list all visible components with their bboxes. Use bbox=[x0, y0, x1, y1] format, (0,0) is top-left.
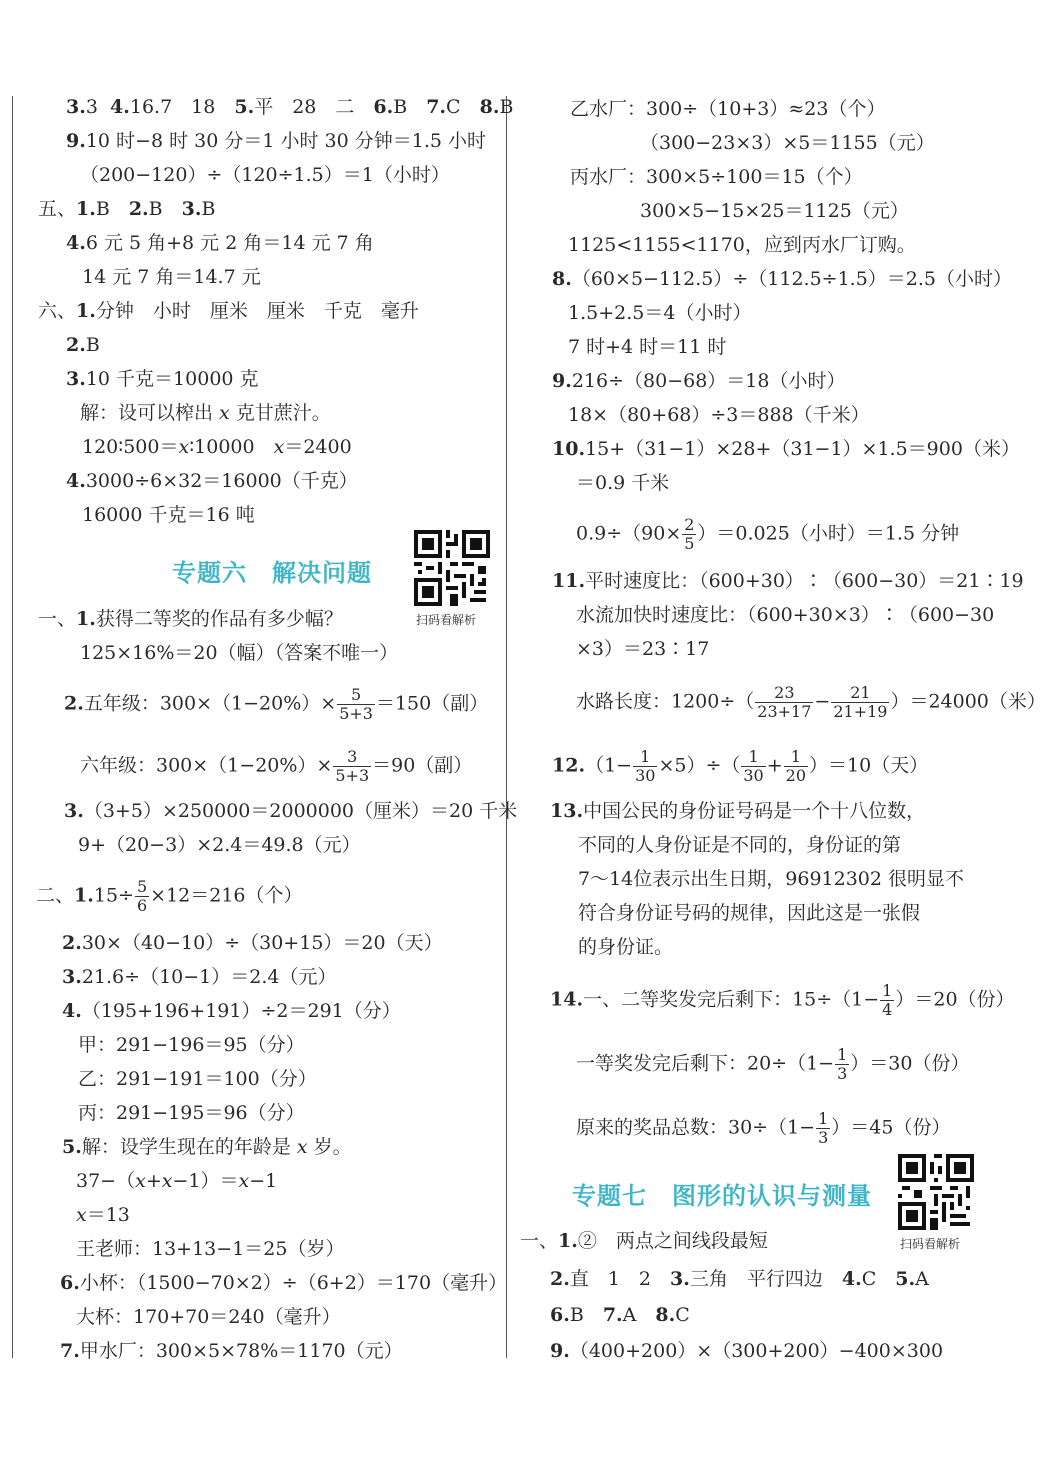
answer-line: 6.小杯：（1500−70×2）÷（6+2）＝170（毫升） bbox=[60, 1272, 508, 1294]
answer-line: 乙水厂：300÷（10+3）≈23（个） bbox=[570, 98, 886, 120]
answer-line: 水路长度：1200÷（ $\frac{23}{23+17}$ − $\frac{21}{21+19}$ ）＝24000（米） bbox=[576, 683, 1046, 721]
answer-line: ＝0.9 千米 bbox=[576, 472, 670, 494]
qr-code-icon bbox=[414, 530, 490, 606]
fraction: $\frac{21}{21+19}$ bbox=[833, 683, 888, 721]
answer-line: 王老师：13+13−1＝25（岁） bbox=[76, 1238, 345, 1260]
answer-line: 五、1.B 2.B 3.B bbox=[38, 198, 216, 220]
fraction: $\frac{1}{30}$ bbox=[635, 747, 656, 785]
answer-line: 3.3 4.16.7 18 5.平 28 二 6.B 7.C 8.B bbox=[66, 96, 514, 118]
fraction: $\frac{1}{3}$ bbox=[818, 1109, 829, 1147]
qr-caption: 扫码看解析 bbox=[416, 613, 477, 627]
answer-line: 125×16%＝20（幅）（答案不唯一） bbox=[80, 642, 399, 664]
answer-line: 大杯：170+70＝240（毫升） bbox=[76, 1306, 341, 1328]
answer-line: 120∶500＝x∶10000 x＝2400 bbox=[82, 436, 352, 458]
answer-line: 原来的奖品总数：30÷（1− $\frac{1}{3}$ ）＝45（份） bbox=[576, 1109, 951, 1147]
answer-line: 3.21.6÷（10−1）＝2.4（元） bbox=[62, 966, 337, 988]
answer-line: 1.5+2.5＝4（小时） bbox=[568, 302, 752, 324]
answer-line: 8.（60×5−112.5）÷（112.5÷1.5）＝2.5（小时） bbox=[552, 268, 1013, 290]
answer-line: 18×（80+68）÷3＝888（千米） bbox=[568, 404, 870, 426]
answer-line: 2.B bbox=[66, 334, 100, 356]
answer-line: 丙水厂：300×5÷100＝15（个） bbox=[570, 166, 863, 188]
center-column-rule bbox=[506, 96, 507, 1358]
answer-line: 一等奖发完后剩下：20÷（1− $\frac{1}{3}$ ）＝30（份） bbox=[576, 1045, 970, 1083]
fraction: $\frac{5}{6}$ bbox=[136, 877, 148, 915]
answer-line: 3.（3+5）×250000＝2000000（厘米）＝20 千米 bbox=[64, 800, 518, 822]
fraction: $\frac{1}{20}$ bbox=[785, 747, 807, 785]
answer-line: （300−23×3）×5＝1155（元） bbox=[640, 132, 935, 154]
answer-line: x＝13 bbox=[76, 1204, 130, 1226]
fraction: $\frac{1}{3}$ bbox=[837, 1045, 848, 1083]
answer-line: 0.9÷（90× $\frac{2}{5}$ ）＝0.025（小时）＝1.5 分钟 bbox=[576, 515, 960, 553]
left-margin-rule bbox=[12, 96, 13, 1358]
answer-line: 6.B 7.A 8.C bbox=[550, 1304, 690, 1326]
fraction: $\frac{1}{4}$ bbox=[882, 981, 893, 1019]
answer-line: 13.中国公民的身份证号码是一个十八位数， bbox=[550, 800, 926, 822]
answer-line: （200−120）÷（120÷1.5）＝1（小时） bbox=[80, 164, 450, 186]
answer-line: 9.10 时−8 时 30 分＝1 小时 30 分钟＝1.5 小时 bbox=[66, 130, 487, 152]
answer-line: 水流加快时速度比：（600+30×3）∶（600−30 bbox=[576, 604, 995, 626]
answer-line: 37−（x+x−1）＝x−1 bbox=[76, 1170, 278, 1192]
answer-line: 一、1.获得二等奖的作品有多少幅？ bbox=[38, 608, 343, 630]
answer-line: 9+（20−3）×2.4＝49.8（元） bbox=[78, 834, 361, 856]
answer-line: 3.10 千克＝10000 克 bbox=[66, 368, 259, 390]
answer-line: 9.216÷（80−68）＝18（小时） bbox=[552, 370, 846, 392]
answer-line: 12.（1− $\frac{1}{30}$ ×5）÷（ $\frac{1}{30}$ + $\frac{1}{20}$ ）＝10（天） bbox=[552, 747, 929, 785]
answer-line: 16000 千克＝16 吨 bbox=[82, 504, 255, 526]
qr-caption: 扫码看解析 bbox=[900, 1237, 961, 1251]
answer-line: 一、1.② 两点之间线段最短 bbox=[520, 1230, 768, 1252]
answer-line: 11.平时速度比：（600+30）∶（600−30）＝21∶19 bbox=[552, 570, 1024, 592]
section-heading-6: 专题六 解决问题 bbox=[172, 559, 372, 587]
section-heading-7: 专题七 图形的认识与测量 bbox=[572, 1182, 872, 1210]
answer-line: 六、1.分钟 小时 厘米 厘米 千克 毫升 bbox=[38, 300, 419, 322]
answer-line: 4.3000÷6×32＝16000（千克） bbox=[66, 470, 358, 492]
fraction: $\frac{2}{5}$ bbox=[684, 515, 695, 553]
fraction: $\frac{1}{30}$ bbox=[743, 747, 764, 785]
answer-line: 7 时+4 时＝11 时 bbox=[568, 336, 727, 358]
fraction: $\frac{5}{5+3}$ bbox=[339, 685, 373, 723]
answer-line: 4.（195+196+191）÷2＝291（分） bbox=[62, 1000, 401, 1022]
answer-line: 解：设可以榨出 x 克甘蔗汁。 bbox=[80, 402, 331, 424]
answer-line: 丙：291−195＝96（分） bbox=[78, 1102, 305, 1124]
answer-line: 300×5−15×25＝1125（元） bbox=[640, 200, 909, 222]
answer-line: 7.甲水厂：300×5×78%＝1170（元） bbox=[60, 1340, 403, 1362]
answer-line: 4.6 元 5 角+8 元 2 角＝14 元 7 角 bbox=[66, 232, 374, 254]
fraction: $\frac{3}{5+3}$ bbox=[335, 747, 370, 785]
answer-line: 2.直 1 2 3.三角 平行四边 4.C 5.A bbox=[550, 1268, 929, 1290]
answer-line: 不同的人身份证是不同的，身份证的第 bbox=[578, 834, 902, 856]
answer-line: 14 元 7 角＝14.7 元 bbox=[82, 266, 261, 288]
answer-line: 2.五年级：300×（1−20%）× $\frac{5}{5+3}$ ＝150（副） bbox=[64, 685, 489, 723]
fraction: $\frac{23}{23+17}$ bbox=[757, 683, 812, 721]
answer-line: 5.解：设学生现在的年龄是 x 岁。 bbox=[62, 1136, 352, 1158]
qr-code-icon bbox=[898, 1154, 974, 1230]
answer-line: 1125<1155<1170，应到丙水厂订购。 bbox=[568, 234, 916, 256]
answer-line: 二、1.15÷ $\frac{5}{6}$ ×12＝216（个） bbox=[36, 877, 303, 915]
answer-line: 甲：291−196＝95（分） bbox=[78, 1034, 305, 1056]
answer-line: ×3）＝23∶17 bbox=[576, 638, 710, 660]
answer-line: 符合身份证号码的规律，因此这是一张假 bbox=[578, 902, 921, 924]
answer-line: 9.（400+200）×（300+200）−400×300 bbox=[550, 1340, 944, 1362]
answer-line: 10.15+（31−1）×28+（31−1）×1.5＝900（米） bbox=[552, 438, 1020, 460]
answer-line: 的身份证。 bbox=[578, 936, 674, 958]
answer-line: 六年级：300×（1−20%）× $\frac{3}{5+3}$ ＝90（副） bbox=[80, 747, 473, 785]
answer-line: 2.30×（40−10）÷（30+15）＝20（天） bbox=[62, 932, 443, 954]
answer-line: 14.一、二等奖发完后剩下：15÷（1− $\frac{1}{4}$ ）＝20（份） bbox=[550, 981, 1015, 1019]
answer-line: 乙：291−191＝100（分） bbox=[78, 1068, 317, 1090]
answer-line: 7～14位表示出生日期，96912302 很明显不 bbox=[578, 868, 965, 890]
